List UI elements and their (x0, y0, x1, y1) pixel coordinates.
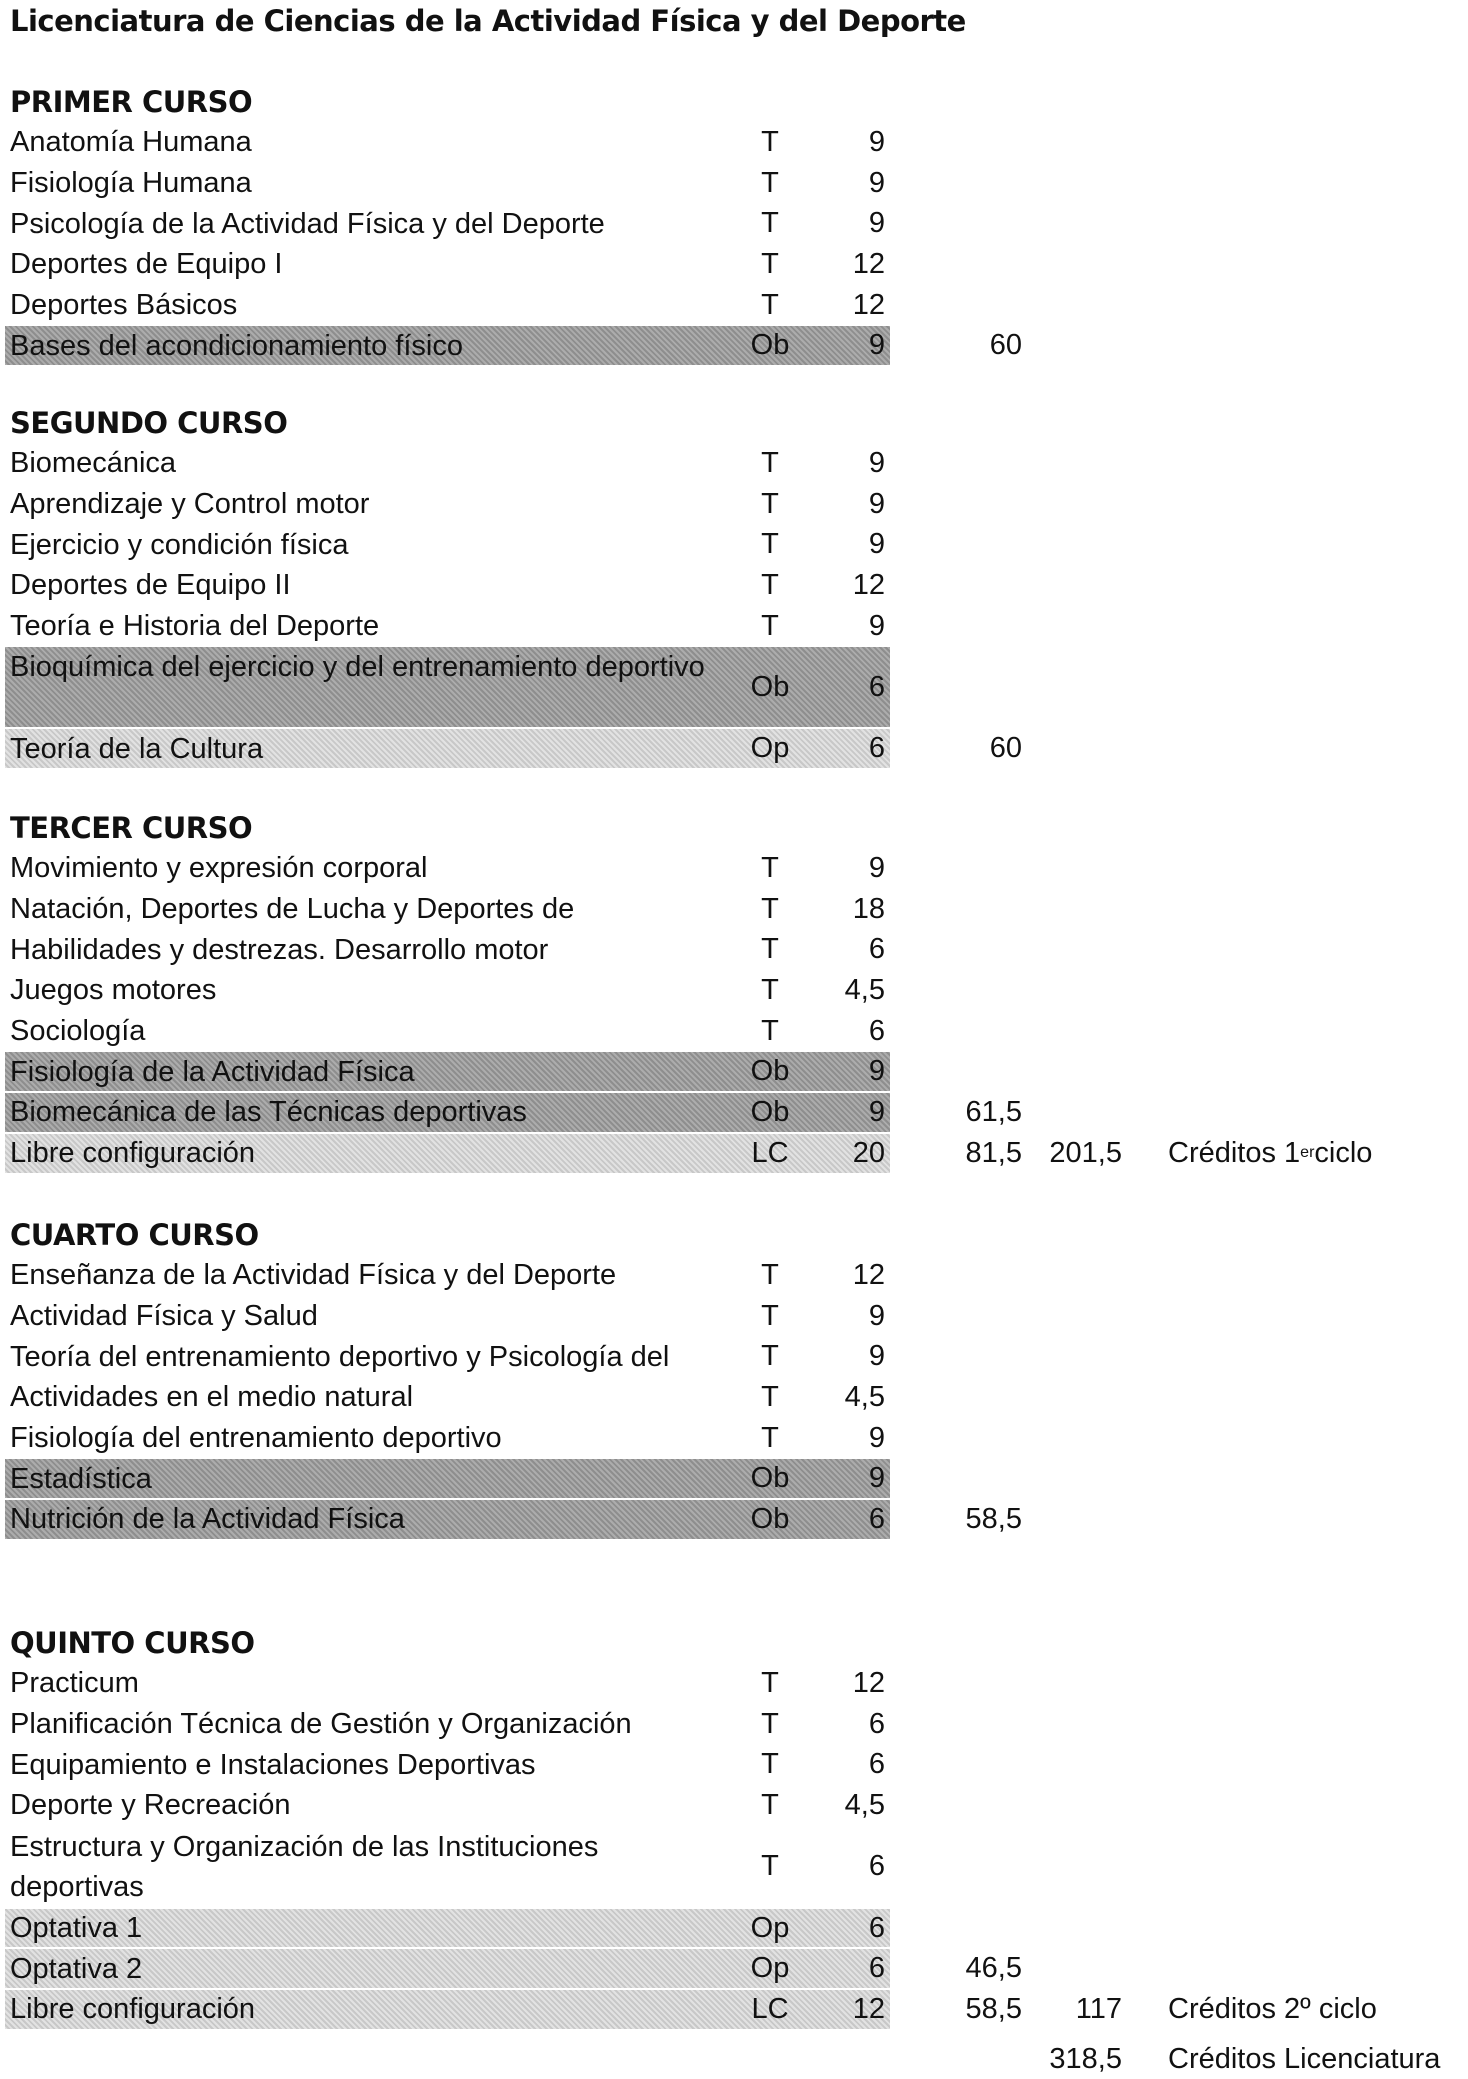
course-section (0, 808, 1468, 1174)
subject-row (0, 1704, 1468, 1745)
subject-name: Estadística (10, 1462, 152, 1495)
subject-name: Fisiología de la Actividad Física (10, 1055, 415, 1088)
document-title: Licenciatura de Ciencias de la Actividad Física y del Deporte (10, 4, 966, 38)
subject-type: T (761, 1666, 779, 1699)
course-subtotal: 61,5 (965, 1095, 1022, 1128)
subject-credits: 6 (868, 1502, 885, 1535)
subject-row (0, 1948, 1468, 1989)
subject-credits: 9 (868, 125, 885, 158)
subject-row (0, 443, 1468, 484)
subject-type: T (761, 1299, 779, 1332)
subject-credits: 9 (868, 1340, 885, 1373)
subject-row (0, 1011, 1468, 1052)
subject-row (0, 1908, 1468, 1949)
subject-type: Op (750, 1911, 790, 1944)
cycle-total: 201,5 (1049, 1136, 1122, 1169)
subject-type: T (761, 851, 779, 884)
subject-row (0, 889, 1468, 930)
subject-type: T (761, 125, 779, 158)
subject-type: Ob (750, 1055, 790, 1088)
subject-credits: 20 (852, 1136, 885, 1169)
subject-row (0, 1051, 1468, 1092)
subject-type: T (761, 1748, 779, 1781)
course-subtotal: 60 (989, 329, 1022, 362)
subject-name: Movimiento y expresión corporal (10, 852, 428, 885)
subject-credits: 6 (868, 670, 885, 703)
subject-type: T (761, 933, 779, 966)
subject-name: Deportes Básicos (10, 289, 238, 322)
subject-credits: 6 (868, 933, 885, 966)
subject-name: Deportes de Equipo I (10, 248, 283, 281)
subject-row (0, 1499, 1468, 1540)
subject-row (0, 163, 1468, 204)
subject-credits: 9 (868, 851, 885, 884)
subject-type: T (761, 487, 779, 520)
subject-name: Anatomía Humana (10, 126, 252, 159)
subject-name: Ejercicio y condición física (10, 528, 349, 561)
subject-credits: 6 (868, 1748, 885, 1781)
cycle-label (1168, 1989, 1468, 2030)
subject-credits: 9 (868, 1055, 885, 1088)
subject-row (0, 970, 1468, 1011)
subject-type: T (761, 973, 779, 1006)
subject-credits: 4,5 (844, 1788, 885, 1821)
subject-credits: 9 (868, 207, 885, 240)
subject-row (0, 1744, 1468, 1785)
licenciatura-total-label: Créditos Licenciatura (1168, 2042, 1441, 2075)
subject-credits: 18 (852, 892, 885, 925)
subject-credits: 9 (868, 1462, 885, 1495)
subject-row (0, 524, 1468, 565)
subject-row (0, 122, 1468, 163)
subject-type: T (761, 1850, 779, 1883)
subject-name: Sociología (10, 1015, 146, 1048)
subject-credits: 6 (868, 1014, 885, 1047)
subject-type: Ob (750, 329, 790, 362)
subject-row (0, 203, 1468, 244)
subject-row (0, 325, 1468, 366)
subject-credits: 6 (868, 732, 885, 765)
subject-type: T (761, 288, 779, 321)
subject-credits: 12 (852, 1666, 885, 1699)
course-subtotal: 58,5 (965, 1502, 1022, 1535)
subject-type: T (761, 1014, 779, 1047)
subject-credits: 4,5 (844, 1380, 885, 1413)
subject-type: Ob (750, 1095, 790, 1128)
subject-row (0, 1255, 1468, 1296)
subject-name: Psicología de la Actividad Física y del Deporte (10, 207, 605, 240)
subject-name: Fisiología Humana (10, 167, 252, 200)
subject-row (0, 1458, 1468, 1499)
subject-type: Ob (750, 670, 790, 703)
subject-type: T (761, 1258, 779, 1291)
subject-type: T (761, 568, 779, 601)
subject-credits: 4,5 (844, 973, 885, 1006)
course-subtotal: 46,5 (965, 1952, 1022, 1985)
licenciatura-total: 318,5 (1049, 2042, 1122, 2075)
subject-name: Planificación Técnica de Gestión y Organización (10, 1708, 632, 1741)
subject-type: T (761, 1421, 779, 1454)
subject-type: Op (750, 732, 790, 765)
subject-credits: 9 (868, 329, 885, 362)
subject-row (0, 1133, 1468, 1174)
subject-type: T (761, 207, 779, 240)
subject-row (0, 285, 1468, 326)
course-subtotal: 60 (989, 732, 1022, 765)
subject-name: Teoría e Historia del Deporte (10, 610, 380, 643)
subject-name: Practicum (10, 1667, 139, 1700)
subject-name: Bioquímica del ejercicio y del entrenamiento deportivo (10, 651, 705, 684)
section-heading: PRIMER CURSO (10, 85, 253, 119)
section-heading: CUARTO CURSO (10, 1218, 259, 1252)
subject-row (0, 606, 1468, 647)
subject-row (0, 1092, 1468, 1133)
subject-row (0, 848, 1468, 889)
subject-credits: 9 (868, 1299, 885, 1332)
subject-name: Deportes de Equipo II (10, 569, 291, 602)
subject-name: Deporte y Recreación (10, 1789, 291, 1822)
subject-name: Enseñanza de la Actividad Física y del Deporte (10, 1259, 617, 1292)
subject-row (0, 929, 1468, 970)
subject-row (0, 728, 1468, 769)
subject-name: Teoría del entrenamiento deportivo y Psicología del (10, 1340, 670, 1373)
subject-type: Op (750, 1952, 790, 1985)
subject-type: T (761, 609, 779, 642)
subject-row (0, 565, 1468, 606)
course-section (0, 1215, 1468, 1540)
subject-type: LC (751, 1992, 789, 2025)
subject-name: Libre configuración (10, 1993, 256, 2026)
subject-name: Biomecánica (10, 447, 177, 480)
subject-type: T (761, 1707, 779, 1740)
subject-row (0, 484, 1468, 525)
subject-row (0, 1989, 1468, 2030)
course-subtotal: 58,5 (965, 1992, 1022, 2025)
subject-credits: 9 (868, 609, 885, 642)
course-section (0, 82, 1468, 366)
subject-credits: 12 (852, 288, 885, 321)
subject-row (0, 1418, 1468, 1459)
subject-name: Actividad Física y Salud (10, 1300, 318, 1333)
subject-credits: 6 (868, 1850, 885, 1883)
subject-name: Habilidades y destrezas. Desarrollo motor (10, 933, 549, 966)
subject-credits: 12 (852, 1992, 885, 2025)
subject-credits: 9 (868, 1421, 885, 1454)
subject-credits: 12 (852, 568, 885, 601)
subject-name: Juegos motores (10, 974, 217, 1007)
subject-credits: 12 (852, 1258, 885, 1291)
course-section (0, 1623, 1468, 2030)
subject-credits: 6 (868, 1707, 885, 1740)
cycle-label-suffix: ciclo (1314, 1136, 1373, 1169)
subject-credits: 9 (868, 446, 885, 479)
subject-type: T (761, 247, 779, 280)
cycle-label-text: Créditos 2º ciclo (1168, 1992, 1377, 2025)
subject-name: Nutrición de la Actividad Física (10, 1503, 405, 1536)
subject-credits: 6 (868, 1952, 885, 1985)
course-subtotal: 81,5 (965, 1136, 1022, 1169)
subject-name: Bases del acondicionamiento físico (10, 329, 463, 362)
subject-type: T (761, 446, 779, 479)
subject-row (0, 646, 1468, 728)
subject-row (0, 244, 1468, 285)
subject-type: T (761, 528, 779, 561)
subject-name: Biomecánica de las Técnicas deportivas (10, 1096, 527, 1129)
section-heading: QUINTO CURSO (10, 1626, 255, 1660)
subject-type: T (761, 892, 779, 925)
subject-row (0, 1377, 1468, 1418)
subject-type: T (761, 1380, 779, 1413)
subject-name: Equipamiento e Instalaciones Deportivas (10, 1748, 536, 1781)
subject-name: Libre configuración (10, 1137, 256, 1170)
section-heading: TERCER CURSO (10, 811, 253, 845)
cycle-label-superscript: er (1300, 1144, 1315, 1162)
subject-credits: 6 (868, 1911, 885, 1944)
subject-name: Actividades en el medio natural (10, 1381, 414, 1414)
subject-name: Teoría de la Cultura (10, 732, 264, 765)
subject-name: Estructura y Organización de las Instituciones deportivas (10, 1830, 599, 1903)
subject-credits: 12 (852, 247, 885, 280)
subject-type: T (761, 166, 779, 199)
subject-row (0, 1296, 1468, 1337)
subject-row (0, 1663, 1468, 1704)
subject-type: LC (751, 1136, 789, 1169)
subject-name: Natación, Deportes de Lucha y Deportes de (10, 893, 575, 926)
subject-type: Ob (750, 1462, 790, 1495)
subject-type: Ob (750, 1502, 790, 1535)
cycle-label-text: Créditos 1 (1168, 1136, 1301, 1169)
subject-type: T (761, 1788, 779, 1821)
subject-row (0, 1785, 1468, 1826)
subject-name: Fisiología del entrenamiento deportivo (10, 1422, 502, 1455)
subject-credits: 9 (868, 487, 885, 520)
subject-name: Aprendizaje y Control motor (10, 488, 370, 521)
subject-credits: 9 (868, 1095, 885, 1128)
subject-credits: 9 (868, 166, 885, 199)
final-total-row (0, 2040, 1468, 2078)
cycle-label (1168, 1133, 1468, 1174)
section-heading: SEGUNDO CURSO (10, 406, 288, 440)
subject-type: T (761, 1340, 779, 1373)
subject-name: Optativa 2 (10, 1952, 143, 1985)
subject-row (0, 1826, 1468, 1908)
subject-row (0, 1336, 1468, 1377)
subject-credits: 9 (868, 528, 885, 561)
cycle-total: 117 (1075, 1992, 1122, 2025)
course-section (0, 403, 1468, 769)
subject-name: Optativa 1 (10, 1912, 143, 1945)
